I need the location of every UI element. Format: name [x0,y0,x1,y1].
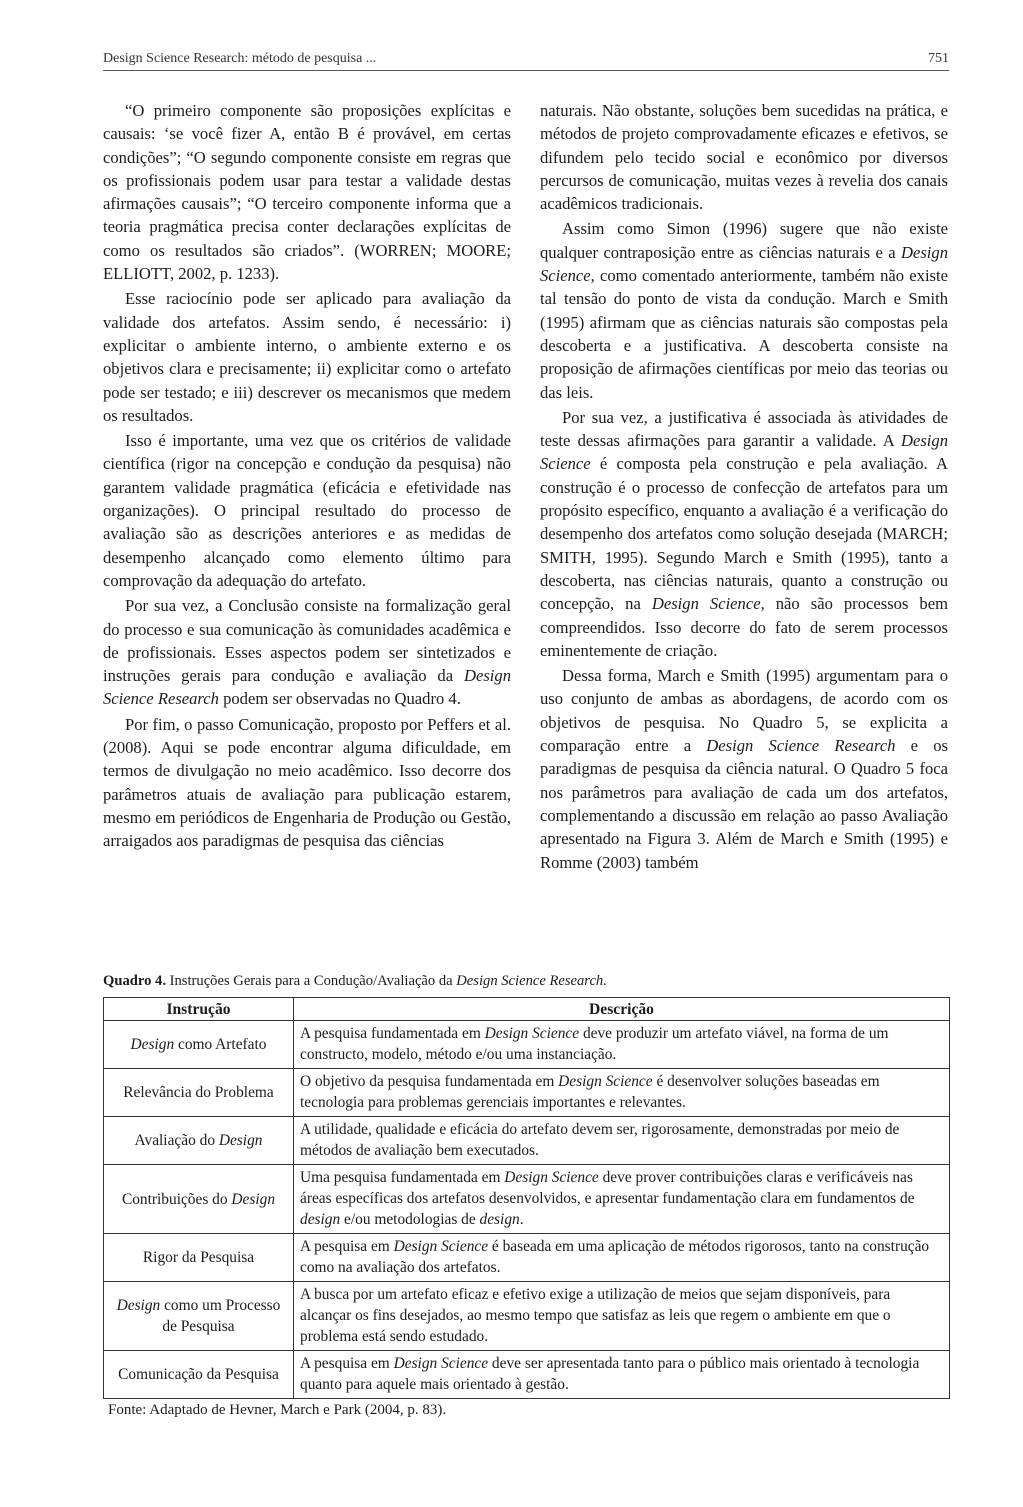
italic-text: Design Science [393,1238,489,1255]
table-row [104,1021,950,1069]
text-run: podem ser observadas no Quadro 4. [218,689,461,709]
text-run: A pesquisa fundamentada em [300,1025,485,1042]
italic-text: Design [130,1036,175,1053]
italic-text: design [479,1211,520,1228]
instruction-cell [104,1234,294,1282]
text-run: A utilidade, qualidade e eficácia do artefato devem ser, rigorosamente, demonstradas por meio de métodos de avaliação bem executados. [300,1121,900,1159]
column-header-instrucao: Instrução [104,998,294,1021]
table-source: Fonte: Adaptado de Hevner, March e Park (2004, p. 83). [108,1402,447,1418]
italic-text: Design [231,1190,276,1208]
instruction-cell [104,1165,294,1234]
paragraph [103,287,511,427]
text-run: como Artefato [174,1036,267,1053]
italic-text: Design Science Research [706,736,896,756]
text-run: Rigor da Pesquisa [142,1249,255,1266]
italic-text: Design Science [504,1169,599,1186]
text-run: não são processos bem compreendidos. Isso decorre do fato de serem processos eminentemente de criação. [540,594,948,660]
italic-text: Design [218,1132,263,1149]
italic-text: Design Science [393,1355,489,1372]
description-cell [294,1069,950,1117]
column-header-descricao: Descrição [294,998,950,1021]
text-run: A pesquisa em [300,1238,394,1255]
paragraph [540,99,948,215]
text-run: , como comentado anteriormente, também não existe tal tensão do ponto de vista da condução. March e Smith (1995) afirmam que as ciências naturais são compostas pela descoberta e a justificativa. A descoberta consiste na proposição de afirmações científicas por meio das teorias ou das leis. [540,266,948,402]
table-caption [103,971,949,991]
running-title: Design Science Research: método de pesquisa ... [103,51,377,66]
description-cell [294,1165,950,1234]
text-run: Relevância do Problema [123,1084,274,1101]
paragraph [540,406,948,662]
description-cell [294,1234,950,1282]
text-run: Dessa forma, March e Smith (1995) argumentam para o uso conjunto de ambas as abordagens, de acordo com os objetivos de pesquisa. No Quadro 5, se explicita a comparação entre a [540,666,948,756]
italic-text: Design Science, [651,594,765,614]
text-run: Isso é importante, uma vez que os critérios de validade científica (rigor na concepção e condução da pesquisa) não garantem validade pragmática (eficácia e efetividade nas organizações). O principal resultado do processo de avaliação são as descrições anteriores e as medidas de desempenho alcançado como elemento último para comprovação da adequação do artefato. [103,431,511,590]
table-row [104,1282,950,1351]
text-run: Assim como Simon (1996) sugere que não existe qualquer contraposição entre as ciências naturais e a [540,219,948,262]
instruction-cell [104,1069,294,1117]
instruction-cell [104,1117,294,1165]
page-number: 751 [928,51,949,66]
quadro-4-table [103,997,950,1399]
text-run: deve produzir um artefato viável, na forma de um constructo, modelo, método e/ou uma instanciação. [300,1025,889,1063]
running-header [103,48,949,71]
text-run: Por sua vez, a justificativa é associada às atividades de teste dessas afirmações para garantir a validade. A [540,407,948,451]
italic-text: Design Science [558,1073,653,1090]
right-column [540,99,948,876]
paragraph [103,594,511,710]
description-cell [294,1117,950,1165]
table-row [104,1069,950,1117]
text-run: e/ou metodologias de [340,1211,480,1228]
text-run: Contribuições do [121,1190,232,1208]
bold-text: Quadro 4. [103,973,166,989]
text-run: naturais. Não obstante, soluções bem sucedidas na prática, e métodos de projeto comprovadamente eficazes e efetivos, se difundem pelo tecido social e econômico por diversos percursos de comunicação, muitas vezes à revelia dos canais acadêmicos tradicionais. [540,101,948,214]
text-run: . [519,1211,524,1228]
table-row [104,1351,950,1399]
description-cell [294,1351,950,1399]
instruction-cell [104,1021,294,1069]
italic-text: design [300,1211,341,1228]
text-run: “O primeiro componente são proposições explícitas e causais: ‘se você fizer A, então B é provável, em certas condições”; “O segundo componente consiste em regras que os profissionais podem usar para testar a validade destas afirmações causais”; “O terceiro componente informa que a teoria pragmática precisa conter declarações explícitas de como os resultados são criados”. (WORREN; MOORE; ELLIOTT, 2002, p. 1233). [103,101,511,284]
text-run: deve prover contribuições claras e verificáveis nas áreas específicas dos artefatos desenvolvidos, e apresentar fundamentação clara em fundamentos de [300,1169,915,1207]
paragraph [540,664,948,874]
table-header-row [104,998,950,1021]
italic-text: Design Science [540,431,948,474]
paragraph [540,217,948,403]
text-run: é composta pela construção e pela avaliação. A construção é o processo de confecção de artefatos para um propósito específico, enquanto a avaliação é a verificação do desempenho dos artefatos como solução desejada (MARCH; SMITH, 1995). Segundo March e Smith (1995), tanto a descoberta, nas ciências naturais, quanto a construção ou concepção, na [540,454,948,614]
description-cell [294,1021,950,1069]
text-run: Instruções Gerais para a Condução/Avaliação da [166,973,457,989]
text-run: é baseada em uma aplicação de métodos rigorosos, tanto na construção como na avaliação dos artefatos. [300,1238,930,1276]
description-cell [294,1282,950,1351]
text-run: Esse raciocínio pode ser aplicado para avaliação da validade dos artefatos. Assim sendo, é necessário: i) explicitar o ambiente interno, o ambiente externo e os objetivos clara e precisamente; ii) explicitar como o artefato pode ser testado; e iii) descrever os mecanismos que medem os resultados. [103,289,511,425]
text-run: Por sua vez, a Conclusão consiste na formalização geral do processo e sua comunicação às comunidades acadêmica e de profissionais. Esses aspectos podem ser sintetizados e instruções gerais para condução e avaliação da [103,596,511,686]
text-run: deve ser apresentada tanto para o público mais orientado à tecnologia quanto para aquele mais orientado à gestão. [300,1355,920,1393]
table-row [104,1117,950,1165]
text-run: A pesquisa em [300,1355,394,1372]
table-row [104,1234,950,1282]
table-row [104,1165,950,1234]
text-run: e os paradigmas de pesquisa da ciência natural. O Quadro 5 foca nos parâmetros para avaliação de cada um dos artefatos, complementando a discussão em relação ao passo Avaliação apresentado na Figura 3. Além de March e Smith (1995) e Romme (2003) também [540,736,948,872]
text-run: como um Processo de Pesquisa [160,1297,281,1335]
text-run: Uma pesquisa fundamentada em [300,1169,505,1186]
italic-text: Design Science Research [103,666,511,709]
text-run: Comunicação da Pesquisa [118,1366,279,1383]
text-run: O objetivo da pesquisa fundamentada em [300,1073,559,1090]
paragraph [103,429,511,592]
italic-text: Design Science [540,242,948,286]
text-run: Avaliação do [134,1132,219,1149]
italic-text: Design Science [484,1025,580,1042]
text-run: A busca por um artefato eficaz e efetivo exige a utilização de meios que sejam disponíveis, para alcançar os fins desejados, ao mesmo tempo que satisfaz as leis que regem o ambiente em que o problema está sendo estudado. [300,1286,891,1345]
italic-text: Design [116,1297,161,1314]
text-run: Por fim, o passo Comunicação, proposto por Peffers et al. (2008). Aqui se pode encontrar alguma dificuldade, em termos de divulgação no meio acadêmico. Isso decorre dos parâmetros atuais de avaliação para publicação estarem, mesmo em periódicos de Engenharia de Produção ou Gestão, arraigados aos paradigmas de pesquisa das ciências [103,714,511,851]
paragraph [103,713,511,853]
text-run: é desenvolver soluções baseadas em tecnologia para problemas gerenciais importantes e relevantes. [300,1073,880,1111]
italic-text: Design Science Research. [456,973,607,989]
instruction-cell [104,1282,294,1351]
paragraph [103,99,511,285]
instruction-cell [104,1351,294,1399]
left-column [103,99,511,855]
